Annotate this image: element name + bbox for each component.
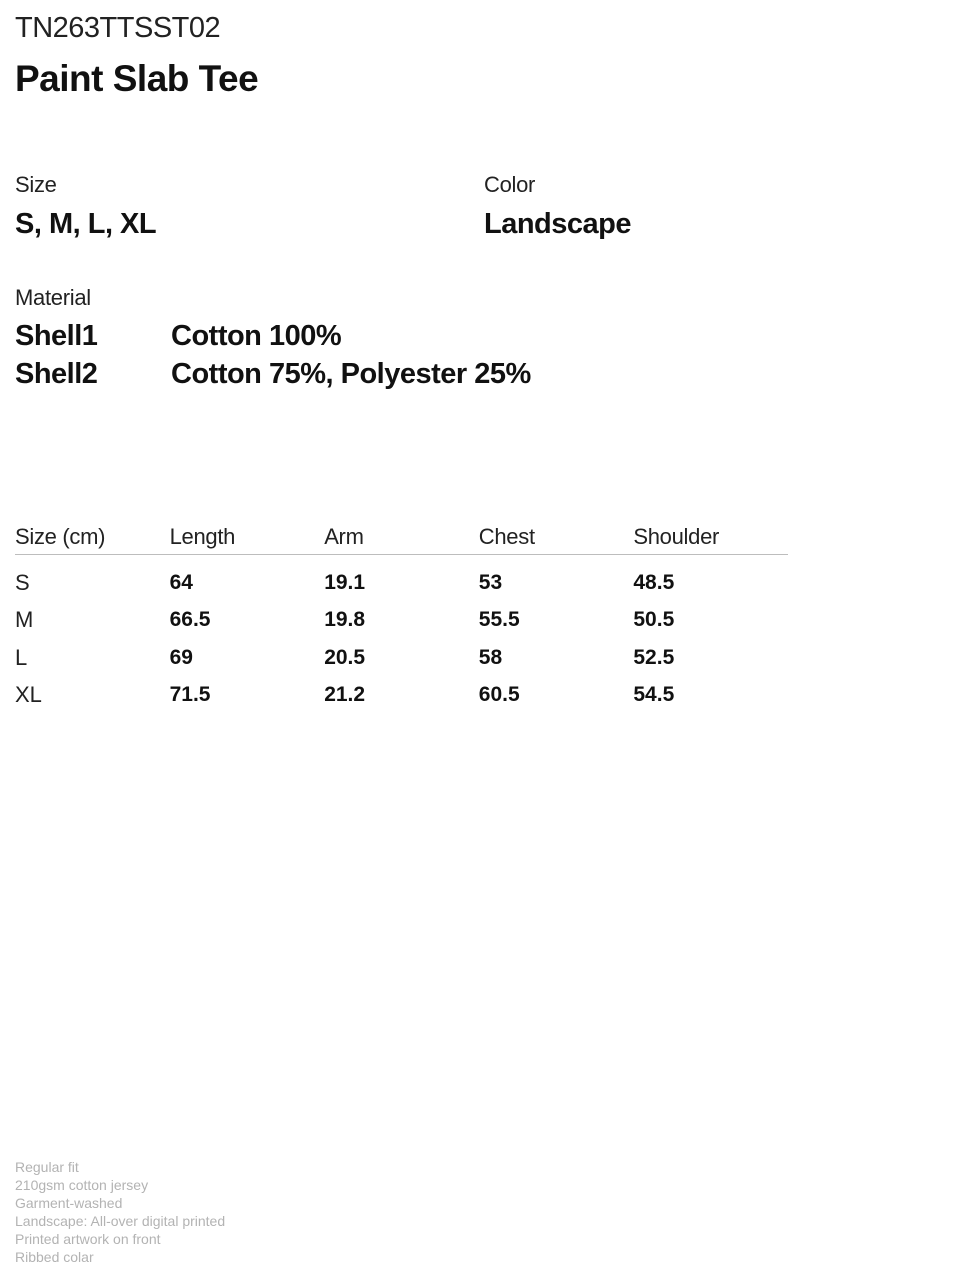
size-chart-table: [15, 520, 788, 714]
material-composition: Cotton 100%: [171, 320, 342, 352]
cell-length: 71.5: [169, 683, 211, 707]
table-row: [15, 639, 788, 677]
cell-chest: 60.5: [478, 683, 520, 707]
cell-chest: 58: [478, 645, 503, 669]
cell-arm: 21.2: [324, 683, 366, 707]
color-value: Landscape: [484, 208, 631, 240]
cell-size: S: [15, 569, 30, 595]
header-arm: Arm: [324, 524, 364, 549]
header-length: Length: [169, 524, 236, 549]
table-row: [15, 564, 788, 602]
size-value: S, M, L, XL: [15, 208, 157, 240]
note-line: Printed artwork on front: [15, 1231, 161, 1247]
material-row-shell2: [15, 358, 531, 391]
header-chest: Chest: [478, 524, 535, 549]
material-composition: Cotton 75%, Polyester 25%: [171, 358, 531, 390]
material-name: Shell1: [15, 320, 98, 352]
product-code: TN263TTSST02: [15, 12, 221, 44]
product-notes: [15, 1158, 225, 1266]
cell-length: 66.5: [169, 608, 211, 632]
cell-size: XL: [15, 682, 42, 708]
note-line: Garment-washed: [15, 1195, 123, 1211]
cell-chest: 53: [478, 570, 503, 594]
cell-shoulder: 54.5: [633, 683, 675, 707]
cell-arm: 19.1: [324, 570, 366, 594]
cell-length: 69: [169, 645, 193, 669]
note-line: Landscape: All-over digital printed: [15, 1213, 226, 1229]
table-row: [15, 677, 788, 715]
cell-shoulder: 48.5: [633, 570, 675, 594]
size-chart-body: [15, 555, 788, 714]
product-title: Paint Slab Tee: [15, 58, 259, 99]
cell-arm: 19.8: [324, 608, 366, 632]
cell-chest: 55.5: [478, 608, 520, 632]
note-line: Ribbed colar: [15, 1249, 94, 1265]
cell-length: 64: [169, 570, 193, 594]
header-size: Size (cm): [15, 524, 106, 549]
color-label: Color: [484, 172, 536, 197]
cell-shoulder: 52.5: [633, 645, 675, 669]
note-line: Regular fit: [15, 1159, 79, 1175]
table-row: [15, 602, 788, 640]
cell-size: L: [15, 644, 28, 670]
header-shoulder: Shoulder: [633, 524, 720, 549]
material-label: Material: [15, 285, 91, 310]
cell-shoulder: 50.5: [633, 608, 675, 632]
size-label: Size: [15, 172, 57, 197]
material-row-shell1: [15, 320, 341, 353]
cell-size: M: [15, 607, 34, 633]
cell-arm: 20.5: [324, 645, 366, 669]
note-line: 210gsm cotton jersey: [15, 1177, 149, 1193]
size-chart-header: [15, 520, 788, 555]
material-name: Shell2: [15, 358, 98, 390]
